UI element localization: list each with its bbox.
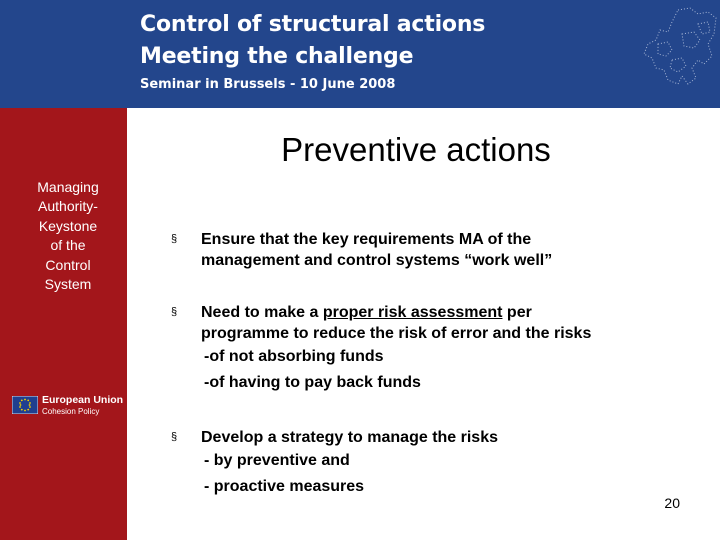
sidebar-line: Authority- (38, 198, 98, 215)
bullet-line: programme to reduce the risk of error and the risks (201, 325, 592, 342)
sidebar-line: Keystone (38, 217, 98, 234)
bullet-text-part: per (502, 304, 532, 321)
bullet-line: Ensure that the key requirements MA of the (201, 231, 532, 248)
logo-line1: European Union (42, 394, 124, 406)
logo-line2: Cohesion Policy (42, 407, 100, 416)
slide-title: Preventive actions (281, 131, 551, 168)
header-banner (0, 0, 720, 108)
sub-item: - by preventive and (204, 452, 350, 469)
bullet-text-part: Need to make a (201, 304, 323, 321)
banner-title-line2: Meeting the challenge (140, 44, 414, 69)
bullet-marker: § (171, 306, 178, 318)
europe-map-icon (638, 4, 718, 104)
eu-cohesion-logo (12, 392, 122, 420)
sidebar (0, 108, 127, 540)
bullet-text (201, 427, 701, 500)
bullet-line: Develop a strategy to manage the risks (201, 429, 498, 446)
page-number: 20 (664, 495, 680, 511)
bullet-marker: § (171, 233, 178, 245)
bullet-text (201, 229, 701, 271)
bullet-marker: § (171, 431, 178, 443)
sidebar-caption (0, 178, 136, 294)
sidebar-line: of the (50, 237, 86, 254)
sub-item: - proactive measures (204, 478, 365, 495)
bullet-text (201, 302, 701, 396)
underlined-phrase: proper risk assessment (322, 304, 503, 321)
sub-item: -of having to pay back funds (204, 374, 421, 391)
banner-title-line1: Control of structural actions (140, 12, 486, 37)
sub-item: -of not absorbing funds (204, 348, 384, 365)
eu-flag-icon (12, 396, 38, 414)
bullet-line (201, 302, 701, 323)
sidebar-line: Managing (37, 179, 99, 195)
sidebar-line: System (44, 276, 92, 293)
bullet-line: management and control systems “work well” (201, 252, 553, 269)
banner-subtitle: Seminar in Brussels - 10 June 2008 (140, 77, 396, 92)
sidebar-line: Control (45, 256, 91, 273)
